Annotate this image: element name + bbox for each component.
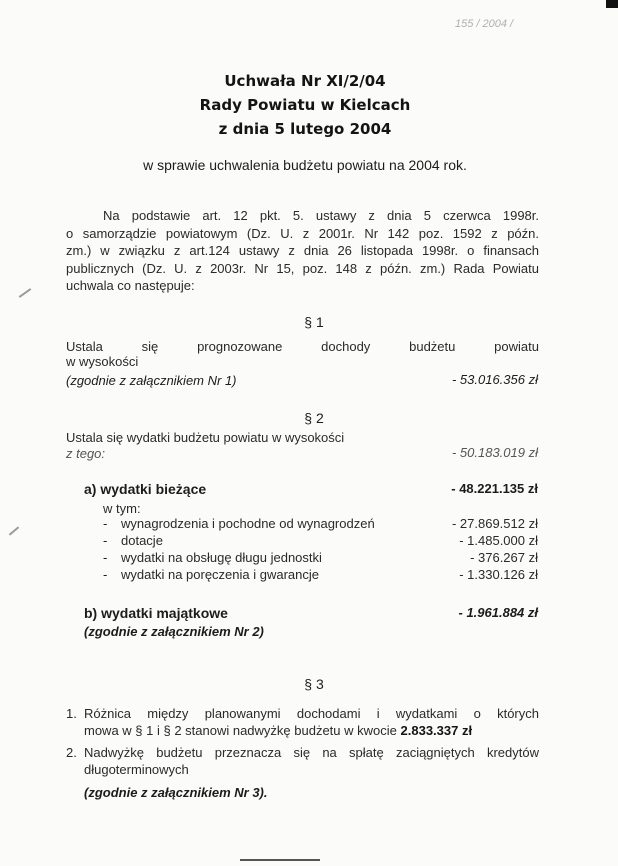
section-3-heading: § 3 [304,676,324,692]
s3-surplus-amount: 2.833.337 zł [400,723,473,738]
s2-item-label: wydatki na obsługę długu jednostki [121,550,322,565]
s2-item-amount: - 376.267 zł [470,550,538,565]
s2-text-line-1: Ustala się wydatki budżetu powiatu w wysokości [66,430,345,445]
s2-annex-note: (zgodnie z załącznikiem Nr 2) [84,624,264,639]
s1-text-line-2: w wysokości [66,354,139,369]
resolution-subject: w sprawie uchwalenia budżetu powiatu na 2004 rok. [143,157,467,173]
s2-wtym: w tym: [103,501,141,516]
s1-text-line-1: Ustala się prognozowane dochody budżetu powiatu [66,339,539,354]
s3-annex-note: (zgodnie z załącznikiem Nr 3). [84,785,268,800]
s2-current-expenses-amount: - 48.221.135 zł [451,481,538,496]
s2-item-amount: - 1.485.000 zł [459,533,538,548]
s2-total-amount: - 50.183.019 zł [451,445,538,460]
preamble-line-2: o samorządzie powiatowym (Dz. U. z 2001r. Nr 142 poz. 1592 z późn. [66,226,539,241]
s3-point-1-line-1: Różnica między planowanymi dochodami i wydatkami o których [84,706,539,721]
list-dash: - [103,533,108,548]
s2-current-expenses-label: a) wydatki bieżące [84,481,207,497]
title-resolution-number: Uchwała Nr XI/2/04 [224,72,386,90]
s3-point-1-number: 1. [66,706,77,721]
preamble-line-4: publicznych (Dz. U. z 2003r. Nr 15, poz. 148 z późn. zm.) Rada Powiatu [66,261,539,276]
s3-point-2-line-1: Nadwyżkę budżetu przeznacza się na spłatę zaciągniętych kredytów [84,745,539,760]
s2-ztego: z tego: [66,446,106,461]
s3-point-2-number: 2. [66,745,77,760]
registry-stamp: 155 / 2004 / [455,18,514,30]
s2-item-label: wydatki na poręczenia i gwarancje [121,567,319,582]
s1-income-amount: - 53.016.356 zł [451,372,538,387]
section-2-heading: § 2 [304,410,324,426]
punch-hole-mark [19,288,32,298]
scan-edge-mark [606,0,618,8]
list-dash: - [103,516,108,531]
s1-annex-note: (zgodnie z załącznikiem Nr 1) [66,373,237,388]
scan-bottom-mark [240,859,320,861]
list-dash: - [103,550,108,565]
preamble-line-1: Na podstawie art. 12 pkt. 5. ustawy z dnia 5 czerwca 1998r. [103,208,539,223]
preamble-line-3: zm.) w związku z art.124 ustawy z dnia 26 listopada 1998r. o finansach [66,243,539,258]
s2-item-amount: - 1.330.126 zł [459,567,538,582]
s2-item-label: wynagrodzenia i pochodne od wynagrodzeń [121,516,375,531]
s3-point-2-line-2: długoterminowych [84,762,189,777]
s2-item-label: dotacje [121,533,163,548]
preamble-line-5: uchwala co następuje: [66,278,195,293]
s2-capital-expenses-amount: - 1.961.884 zł [458,605,538,620]
list-dash: - [103,567,108,582]
title-date: z dnia 5 lutego 2004 [218,120,392,138]
s2-item-amount: - 27.869.512 zł [451,516,538,531]
s3-point-1-line-2: mowa w § 1 i § 2 stanowi nadwyżkę budżetu w kwocie 2.833.337 zł [84,723,473,738]
s2-capital-expenses-label: b) wydatki majątkowe [84,605,228,621]
punch-hole-mark [9,526,19,535]
section-1-heading: § 1 [304,314,324,330]
title-council: Rady Powiatu w Kielcach [199,96,411,114]
